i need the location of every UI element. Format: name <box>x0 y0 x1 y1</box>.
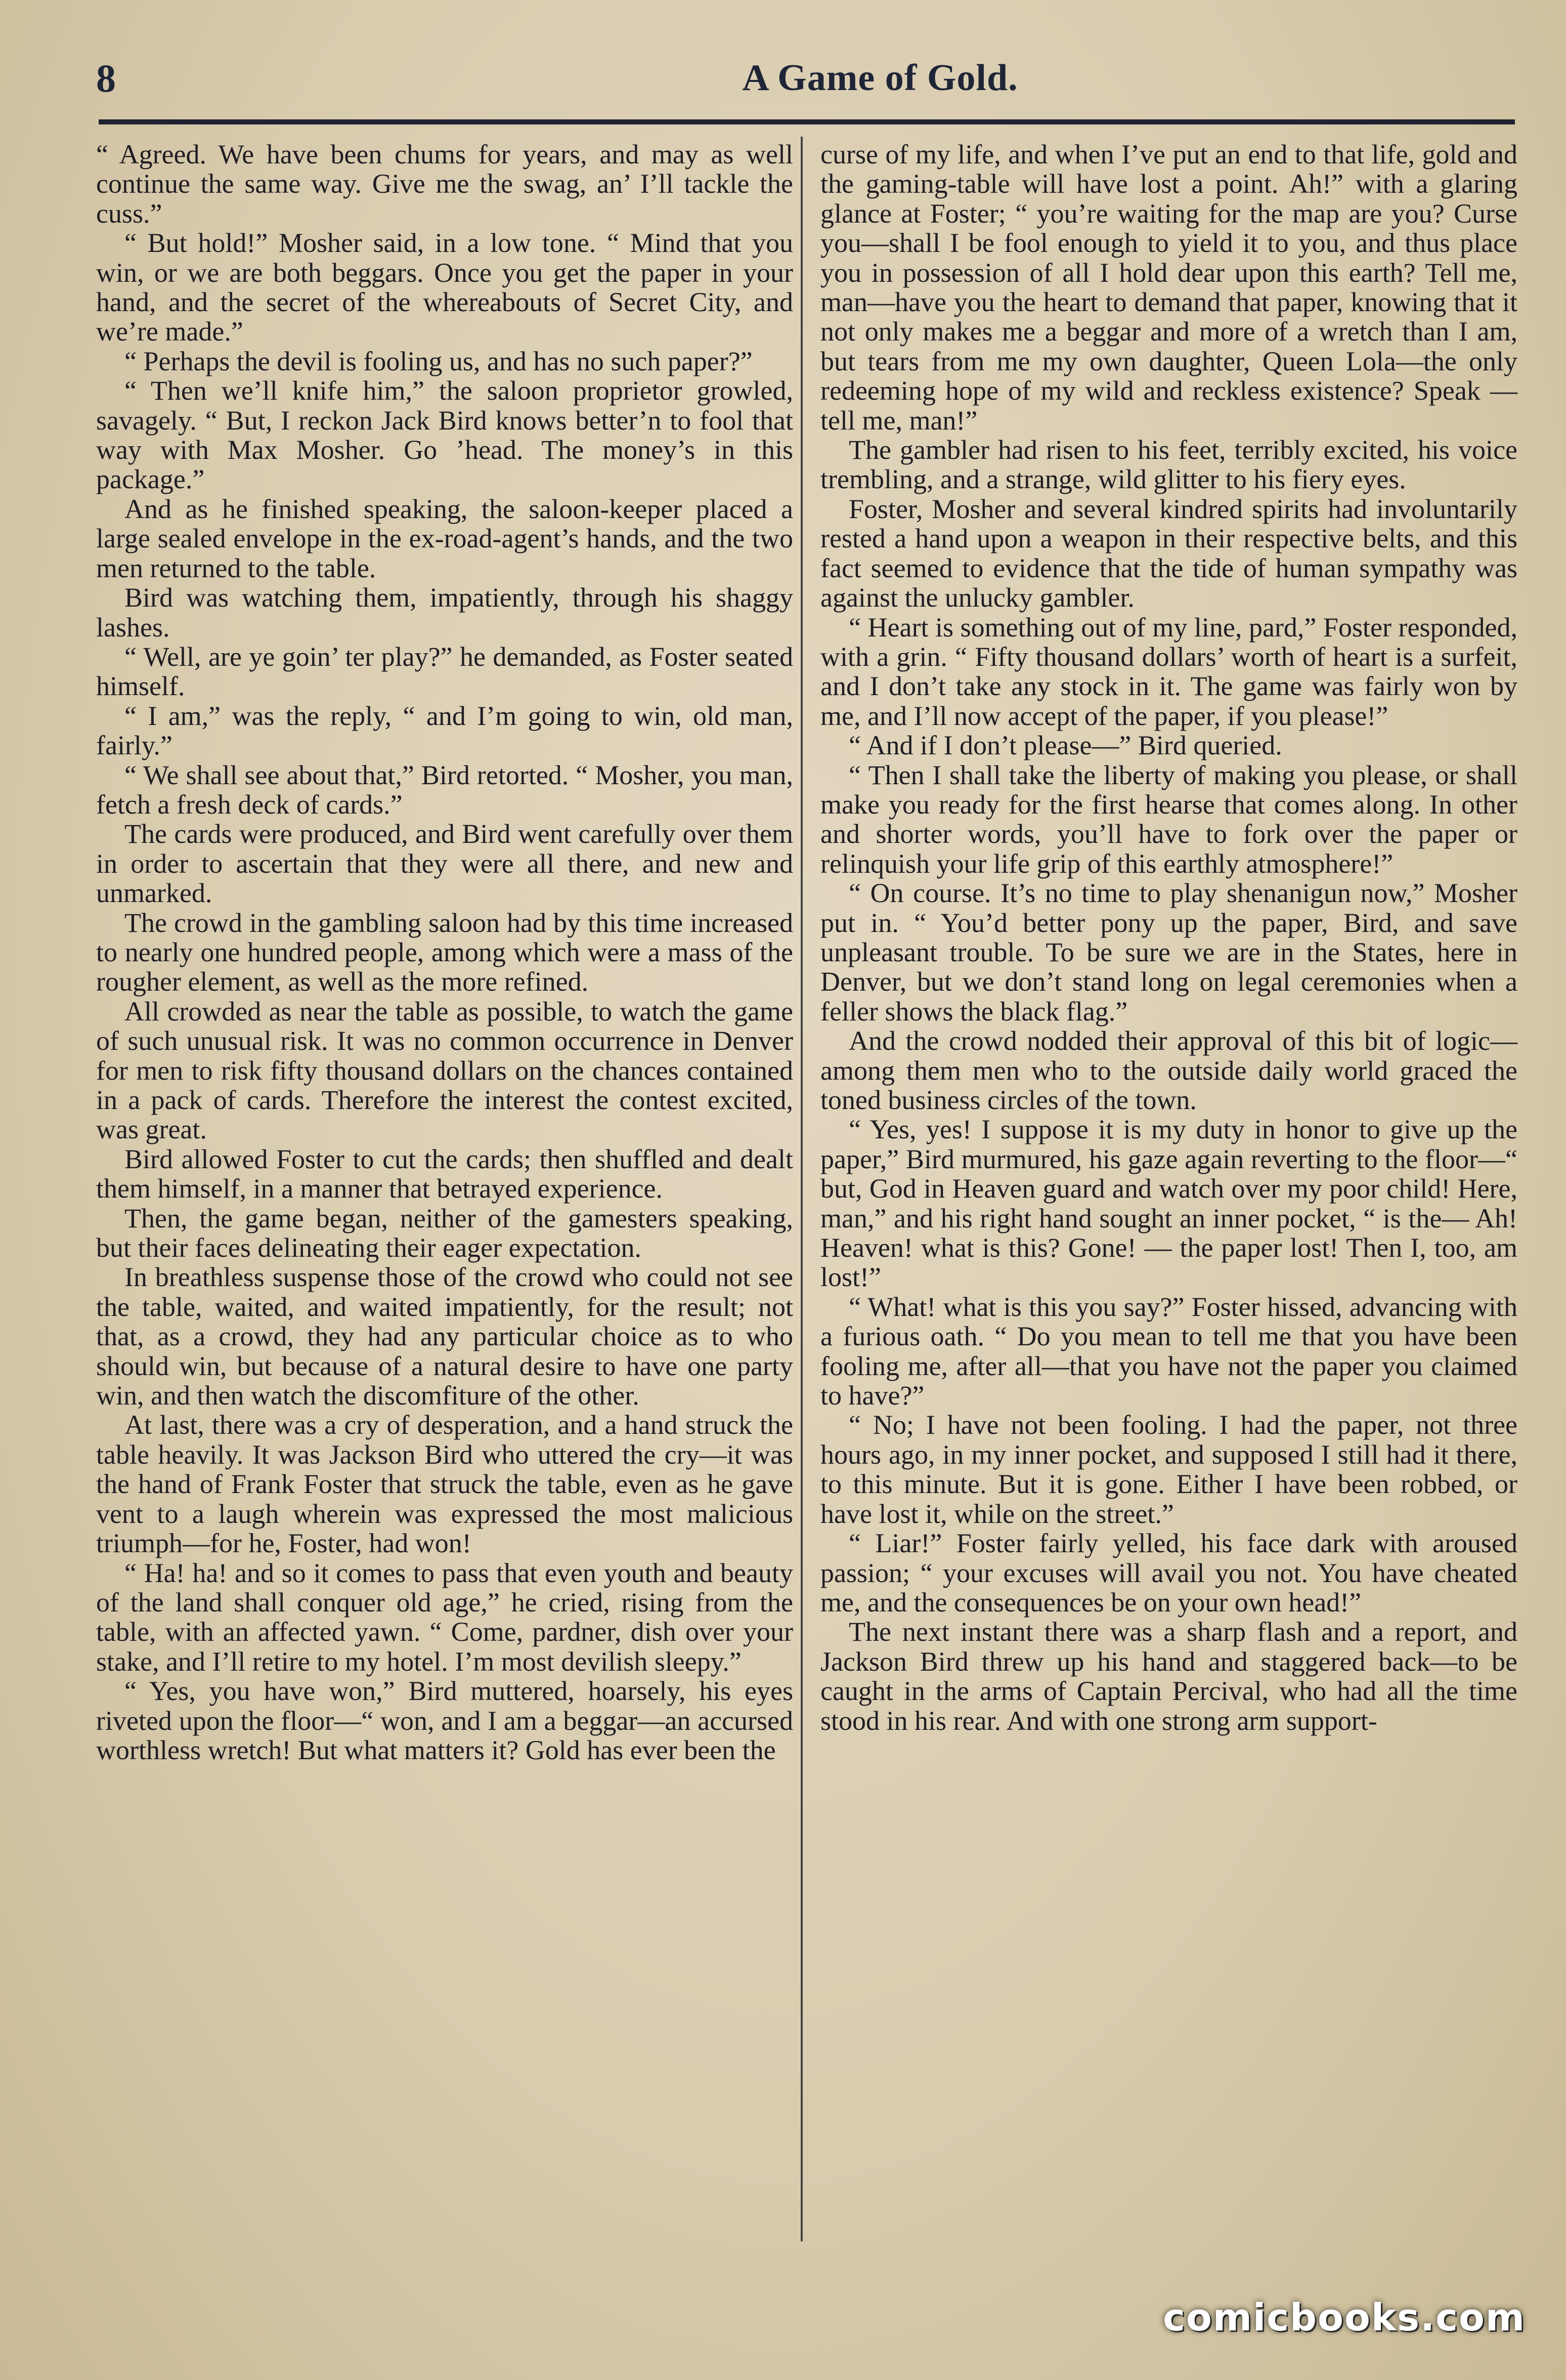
paragraph: “ Perhaps the devil is fooling us, and has no such paper?” <box>124 346 753 376</box>
paragraph: “ Yes, yes! I suppose it is my duty in honor to give up the paper,” Bird murmured, his gaze again reverting to the floor—“ but, God in Heaven guard and watch over my poor child! Here, man,” and his right hand sought an inner pocket, “ is the— Ah! Heaven! what is this? Gone! — the paper lost! Then I, too, am lost!” <box>820 1114 1517 1293</box>
column-divider <box>801 137 803 2241</box>
paragraph: Bird was watching them, impatiently, through his shaggy lashes. <box>96 582 793 643</box>
header-rule <box>99 119 1515 124</box>
paragraph: “ Well, are ye goin’ ter play?” he demanded, as Foster seated himself. <box>96 641 793 702</box>
paragraph: And as he finished speaking, the saloon-keeper placed a large sealed envelope in the ex-road-agent’s hands, and the two men returned to the table. <box>96 493 793 583</box>
paragraph: curse of my life, and when I’ve put an end to that life, gold and the gaming-table will have lost a point. Ah!” with a glaring glance at Foster; “ you’re waiting for the map are you? Curse you—shall I be fool enough to yield it to you, and thus place you in possession of all I hold dear upon this earth? Tell me, man—have you the heart to demand that paper, knowing that it not only makes me a beggar and more of a wretch than I am, but tears from me my own daughter, Queen Lola—the only redeeming hope of my wild and reckless existence? Speak —tell me, man!” <box>820 139 1517 436</box>
paragraph: “ What! what is this you say?” Foster hissed, advancing with a furious oath. “ Do you mean to tell me that you have been fooling me, after all—that you have not the paper you claimed to have?” <box>820 1291 1517 1411</box>
paragraph: The crowd in the gambling saloon had by this time increased to nearly one hundred people, among which were a mass of the rougher element, as well as the more refined. <box>96 907 793 997</box>
paragraph: And the crowd nodded their approval of this bit of logic—among them men who to the outside daily world graced the toned business circles of the town. <box>820 1026 1517 1115</box>
paragraph: “ And if I don’t please—” Bird queried. <box>849 730 1282 761</box>
paragraph: “ Liar!” Foster fairly yelled, his face dark with aroused passion; “ your excuses will avail you not. You have cheated me, and the consequences be on your own head!” <box>820 1528 1517 1618</box>
paragraph: Then, the game began, neither of the gamesters speaking, but their faces delineating their eager expectation. <box>96 1203 793 1263</box>
paragraph: All crowded as near the table as possible, to watch the game of such unusual risk. It was no common occurrence in Denver for men to risk fifty thousand dollars on the chances contained in a pack of cards. Therefore the interest the contest excited, was great. <box>96 996 793 1145</box>
paragraph: “ No; I have not been fooling. I had the paper, not three hours ago, in my inner pocket, and supposed I still had it there, to this minute. But it is gone. Either I have been robbed, or have lost it, while on the street.” <box>820 1410 1517 1529</box>
paragraph: “ Then we’ll knife him,” the saloon proprietor growled, savagely. “ But, I reckon Jack Bird knows better’n to fool that way with Max Mosher. Go ’head. The money’s in this package.” <box>96 375 793 495</box>
paragraph: “ Yes, you have won,” Bird muttered, hoarsely, his eyes riveted upon the floor—“ won, and I am a beggar—an accursed worthless wretch! But what matters it? Gold has ever been the <box>96 1676 793 1765</box>
paragraph: “ We shall see about that,” Bird retorted. “ Mosher, you man, fetch a fresh deck of cards.” <box>96 759 793 820</box>
paragraph: In breathless suspense those of the crowd who could not see the table, waited, and waited impatiently, for the result; not that, as a crowd, they had any particular choice as to who should win, but because of a natural desire to have one party win, and then watch the discomfiture of the other. <box>96 1262 793 1411</box>
paragraph: At last, there was a cry of desperation, and a hand struck the table heavily. It was Jackson Bird who uttered the cry—it was the hand of Frank Foster that struck the table, even as he gave vent to a laugh wherein was expressed the most malicious triumph—for he, Foster, had won! <box>96 1410 793 1559</box>
site-watermark: comicbooks.com <box>1163 2296 1526 2340</box>
paragraph: “ On course. It’s no time to play shenanigun now,” Mosher put in. “ You’d better pony up the paper, Bird, and save unpleasant trouble. To be sure we are in the States, here in Denver, but we don’t stand long on legal ceremonies when a feller shows the black flag.” <box>820 878 1517 1027</box>
paragraph: The cards were produced, and Bird went carefully over them in order to ascertain that they were all there, and new and unmarked. <box>96 819 793 909</box>
page-header <box>91 46 1517 121</box>
paragraph: Bird allowed Foster to cut the cards; then shuffled and dealt them himself, in a manner that betrayed experience. <box>96 1143 793 1204</box>
paragraph: “ But hold!” Mosher said, in a low tone. “ Mind that you win, or we are both beggars. Once you get the paper in your hand, and the secret of the whereabouts of Secret City, and we’re made.” <box>96 228 793 347</box>
page-number: 8 <box>96 56 116 100</box>
paragraph: “ Then I shall take the liberty of making you please, or shall make you ready for the first hearse that comes along. In other and shorter words, you’ll have to fork over the paper or relinquish your life grip of this earthly atmosphere!” <box>820 759 1517 879</box>
paragraph: The gambler had risen to his feet, terribly excited, his voice trembling, and a strange, wild glitter to his fiery eyes. <box>820 435 1517 495</box>
right-column <box>820 140 1517 1735</box>
left-column <box>96 140 793 1765</box>
paragraph: Foster, Mosher and several kindred spirits had involuntarily rested a hand upon a weapon in their respective belts, and this fact seemed to evidence that the tide of human sympathy was against the unlucky gambler. <box>820 493 1517 613</box>
page-title: A Game of Gold. <box>742 57 1018 99</box>
paragraph: “ I am,” was the reply, “ and I’m going to win, old man, fairly.” <box>96 700 793 761</box>
paragraph: The next instant there was a sharp flash and a report, and Jackson Bird threw up his hand and staggered back—to be caught in the arms of Captain Percival, who had all the time stood in his rear. And with one strong arm support- <box>820 1617 1517 1736</box>
paragraph: “ Agreed. We have been chums for years, and may as well continue the same way. Give me the swag, an’ I’ll tackle the cuss.” <box>96 139 793 229</box>
paragraph: “ Heart is something out of my line, pard,” Foster responded, with a grin. “ Fifty thousand dollars’ worth of heart is a surfeit, and I don’t take any stock in it. The game was fairly won by me, and I’ll now accept of the paper, if you please!” <box>820 612 1517 731</box>
paragraph: “ Ha! ha! and so it comes to pass that even youth and beauty of the land shall conquer old age,” he cried, rising from the table, with an affected yawn. “ Come, pardner, dish over your stake, and I’ll retire to my hotel. I’m most devilish sleepy.” <box>96 1557 793 1677</box>
